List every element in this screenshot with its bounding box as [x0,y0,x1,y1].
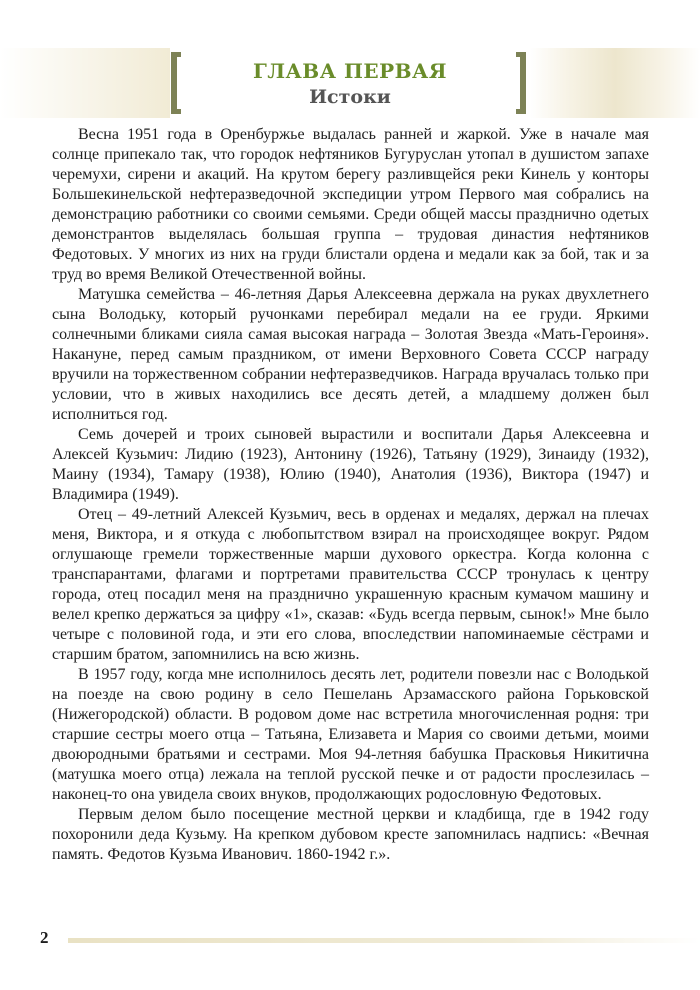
chapter-heading [190,58,510,110]
body-text [52,125,649,865]
right-bracket [516,52,526,114]
paragraph-1: Весна 1951 года в Оренбуржье выдалась ранней и жаркой. Уже в начале мая солнце припекало так, что городок нефтяников Бугуруслан утопал в душистом запахе черемухи, сирени и акаций. На крутом берегу разливщейся реки Кинель у конторы Большекинельской нефтеразведочной экспедиции утром Первого мая собрались на демонстрацию работники со своими семьями. Среди общей массы празднично одетых демонстрантов выделялась большая группа – трудовая династия нефтяников Федотовых. У многих из них на груди блистали ордена и медали как за бой, так и за труд во время Великой Отечественной войны. [52,126,649,283]
left-bracket [171,52,181,114]
paragraph-3: Семь дочерей и троих сыновей вырастили и воспитали Дарья Алексеевна и Алексей Кузьмич: Лидию (1923), Антонину (1926), Татьяну (1929), Зинаиду (1932), Маину (1934), Тамару (1938), Юлию (1940), Анатолия (1936), Виктора (1947) и Владимира (1949). [52,426,649,503]
paragraph-4: Отец – 49-летний Алексей Кузьмич, весь в орденах и медалях, держал на плечах меня, Виктора, и я откуда с любопытством взирал на происходящее вокруг. Рядом оглушающе гремели торжественные марши духового оркестра. Когда колонна с транспарантами, флагами и портретами правительства СССР тронулась к центру города, отец посадил меня на празднично украшенную красным кумачом машину и велел крепко держаться за цифру «1», сказав: «Будь всегда первым, сынок!» Мне было четыре с половиной года, и эти его слова, впоследствии напоминаемые сёстрами и старшим братом, запомнились на всю жизнь. [52,506,649,663]
footer-rule [68,938,700,943]
chapter-subtitle: Истоки [309,86,391,108]
header-band-right [530,48,700,118]
page-number: 2 [40,928,49,947]
chapter-title: ГЛАВА ПЕРВАЯ [253,59,447,83]
paragraph-6: Первым делом было посещение местной церкви и кладбища, где в 1942 году похоронили деда Кузьму. На крепком дубовом кресте запомнилась надпись: «Вечная память. Федотов Кузьма Иванович. 1860-1942 г.». [52,806,649,863]
paragraph-5: В 1957 году, когда мне исполнилось десять лет, родители повезли нас с Володькой на поезде на свою родину в село Пешелань Арзамасского района Горьковской (Нижегородской) области. В родовом доме нас встретила многочисленная родня: три старшие сестры моего отца – Татьяна, Елизавета и Мария со своими детьми, моими двоюродными братьями и сестрами. Моя 94-летняя бабушка Прасковья Никитична (матушка моего отца) лежала на теплой русской печке и от радости прослезилась – наконец-то она увидела своих внуков, продолжающих родословную Федотовых. [52,666,649,803]
header-band-left [0,48,170,118]
paragraph-2: Матушка семейства – 46-летняя Дарья Алексеевна держала на руках двухлетнего сына Володьку, который ручонками перебирал медали на ее груди. Яркими солнечными бликами сияла самая высокая награда – Золотая Звезда «Мать-Героиня». Накануне, перед самым праздником, от имени Верховного Совета СССР награду вручили на торжественном собрании нефтеразведчиков. Награда вручалась только при условии, что в живых находились все десять детей, а младшему должен был исполниться год. [52,286,649,423]
